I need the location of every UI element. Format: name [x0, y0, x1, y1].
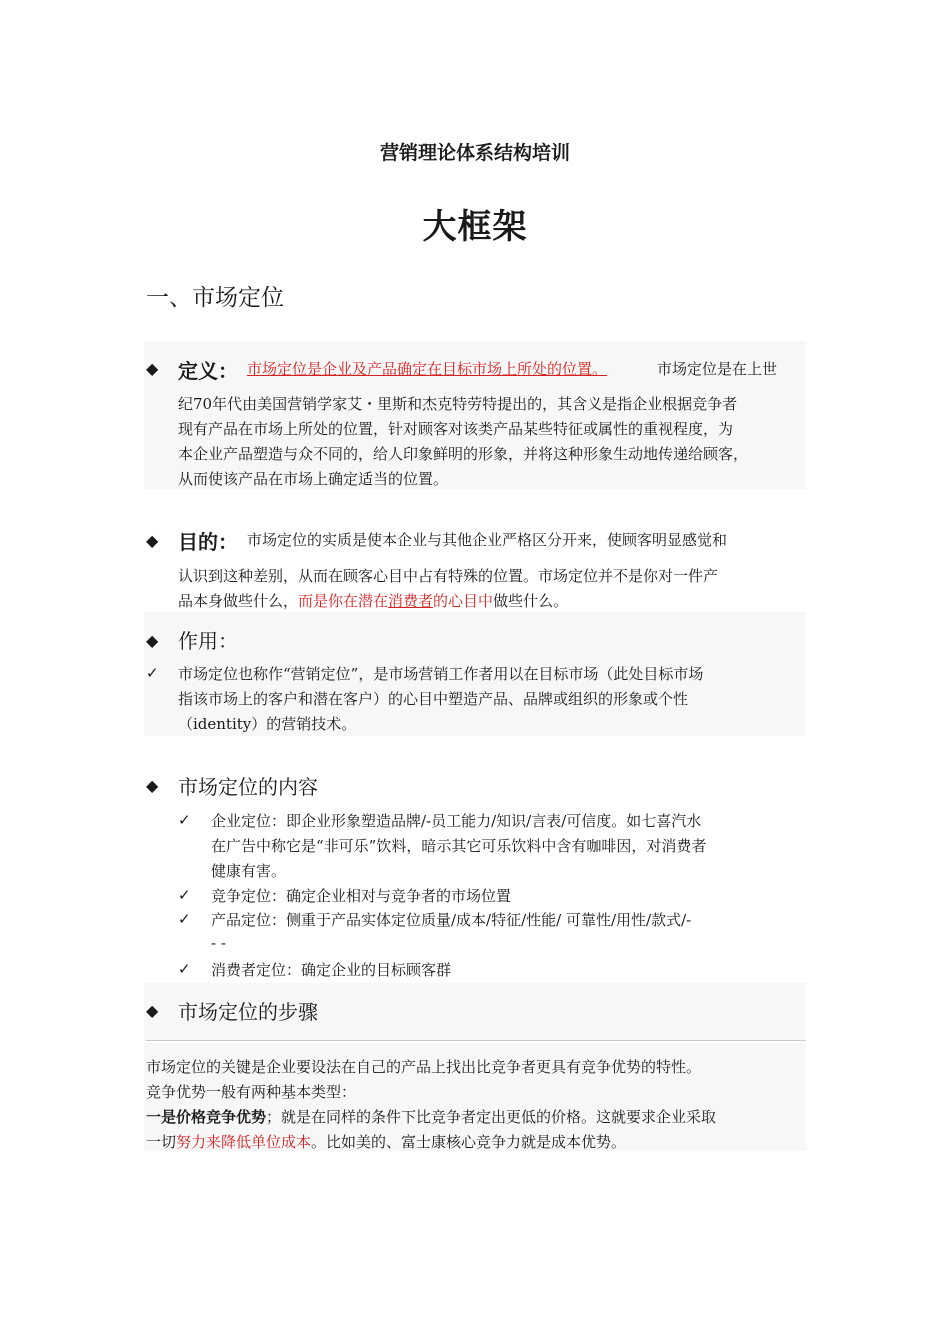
purpose-line3-b: 做些什么。	[493, 592, 569, 610]
purpose-line-3	[178, 589, 568, 614]
check-bullet-icon: ✓	[178, 811, 191, 829]
steps-paragraph-3	[146, 1105, 716, 1130]
steps-paragraph-1: 市场定位的关键是企业要设法在自己的产品上找出比竞争者更具有竞争优势的特性。	[146, 1058, 702, 1076]
diamond-bullet-icon: ◆	[146, 359, 159, 378]
definition-line-3: 现有产品在市场上所处的位置，针对顾客对该类产品某些特征或属性的重视程度，为	[178, 420, 734, 438]
document-title: 大框架	[422, 207, 528, 247]
definition-line-4: 本企业产品塑造与众不同的，给人印象鲜明的形象，并将这种形象生动地传递给顾客，	[178, 445, 749, 463]
function-line-1: 市场定位也称作“营销定位”，是市场营销工作者用以在目标市场（此处目标市场	[178, 665, 704, 683]
purpose-line3-red-underlined: 消费者	[388, 592, 434, 610]
check-bullet-icon: ✓	[178, 910, 191, 928]
check-bullet-icon: ✓	[178, 886, 191, 904]
purpose-line-1: 市场定位的实质是使本企业与其他企业严格区分开来，使顾客明显感觉和	[247, 531, 728, 549]
content-heading: 市场定位的内容	[178, 775, 318, 799]
purpose-line3-red1: 而是你在潜在	[298, 592, 389, 610]
steps-heading: 市场定位的步骤	[178, 1000, 318, 1024]
steps-paragraph-3-rest: ；就是在同样的条件下比竞争者定出更低的价格。这就要求企业采取	[266, 1108, 717, 1126]
purpose-line3-red2: 的心目中	[433, 592, 494, 610]
definition-block	[146, 355, 806, 383]
content-item-4: 消费者定位：确定企业的目标顾客群	[211, 961, 452, 979]
check-bullet-icon: ✓	[146, 664, 159, 682]
diamond-bullet-icon: ◆	[146, 776, 159, 795]
definition-red-text: 市场定位是企业及产品确定在目标市场上所处的位置。	[247, 360, 608, 378]
definition-line-2: 纪70年代由美国营销学家艾・里斯和杰克特劳特提出的，其含义是指企业根据竞争者	[178, 395, 738, 413]
section-heading-market-positioning: 一、市场定位	[146, 285, 284, 311]
purpose-label: 目的：	[178, 530, 238, 554]
purpose-line3-a: 品本身做些什么，	[178, 592, 299, 610]
definition-line-5: 从而使该产品在市场上确定适当的位置。	[178, 470, 449, 488]
content-item-3-line-1: 产品定位：侧重于产品实体定位质量/成本/特征/性能/ 可靠性/用性/款式/-	[211, 911, 692, 929]
function-line-3: （identity）的营销技术。	[178, 715, 357, 733]
document-subtitle: 营销理论体系结构培训	[379, 142, 570, 164]
diamond-bullet-icon: ◆	[146, 531, 159, 550]
check-bullet-icon: ✓	[178, 960, 191, 978]
diamond-bullet-icon: ◆	[146, 631, 159, 650]
steps-p4-a: 一切	[146, 1133, 177, 1151]
function-line-2: 指该市场上的客户和潜在客户）的心目中塑造产品、品牌或组织的形象或个性	[178, 690, 689, 708]
definition-line1-rest: 市场定位是在上世	[657, 360, 778, 378]
function-label: 作用：	[178, 629, 238, 653]
steps-paragraph-4	[146, 1130, 626, 1155]
purpose-line-2: 认识到这种差别，从而在顾客心目中占有特殊的位置。市场定位并不是你对一件产	[178, 567, 719, 585]
content-item-1-line-3: 健康有害。	[211, 862, 287, 880]
content-item-1-line-2: 在广告中称它是“非可乐”饮料，暗示其它可乐饮料中含有咖啡因，对消费者	[211, 837, 707, 855]
steps-p4-b: 。比如美的、富士康核心竞争力就是成本优势。	[311, 1133, 627, 1151]
content-item-3-line-2: - -	[211, 934, 226, 952]
price-advantage-label: 一是价格竞争优势	[146, 1108, 267, 1126]
content-item-1-line-1: 企业定位：即企业形象塑造品牌/-员工能力/知识/言表/可信度。如七喜汽水	[211, 812, 702, 830]
steps-p4-red: 努力来降低单位成本	[176, 1133, 312, 1151]
steps-paragraph-2: 竞争优势一般有两种基本类型：	[146, 1083, 357, 1101]
definition-label: 定义：	[178, 359, 238, 383]
diamond-bullet-icon: ◆	[146, 1001, 159, 1020]
content-item-2: 竞争定位：确定企业相对与竞争者的市场位置	[211, 887, 512, 905]
